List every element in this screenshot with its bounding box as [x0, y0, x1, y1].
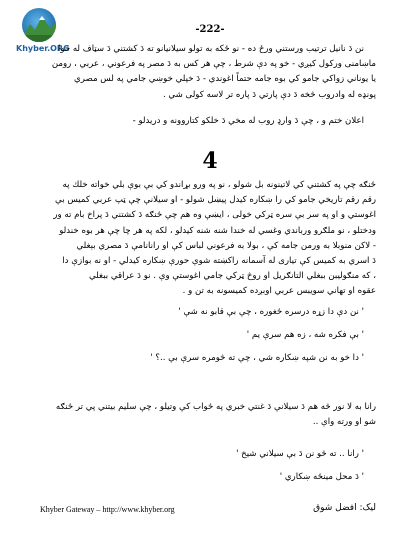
- body-paragraph: [40, 178, 376, 300]
- dialogue-2: [40, 447, 376, 485]
- narrative-paragraph: [40, 400, 376, 430]
- dialogue-line: ' دَ محل مينځه ښكاري ': [279, 472, 364, 483]
- text-line: عقوه او تهاني سويبس عربي اوبږده كميسونه به تن و .: [182, 286, 376, 297]
- text-line: رقم رقم تاريخي جامو كي را ښكاره كيدل پيښل شولو - او سيلانې چې ټپ عربي كميس بې: [55, 195, 376, 206]
- dialogue-line: ' بې فكره شه ، زه هم سرې يم ': [246, 330, 364, 341]
- text-line: پونډه له وادروب څخه دَ دې پارتي دَ پاره تر لاسه كولى شي .: [162, 89, 376, 100]
- text-line: رانا به لا نور څه هم دَ سيلانې دَ غنتي خبري په ځواب كې وتيلو ، چې سليم بيتني پي تر ځنګه: [55, 402, 376, 412]
- text-line: يا يوناني زواكي جامو كي بوه جامه حتماً اغوندي - دَ خپلي خوښي جامي په لس مصري: [74, 74, 376, 85]
- text-line: اعلان ختم و ، چې دَ وارډ روب له مخي دَ خلكو كتاروونه و دريدلو -: [132, 116, 364, 126]
- dialogue-line: ' دا خو به نن شپه ښكاره شي ، چې ته څومره سرې بې ..؟ ': [150, 353, 364, 364]
- footer-author: ليک: افضل شوق: [313, 503, 376, 513]
- chapter-number: 4: [202, 148, 218, 174]
- text-line: ځنګه چې په كشتني كي لاتينونه بل شولو ، نو په ورو بړاندو كي بې بوې بلي خواته خلك په: [62, 180, 376, 190]
- text-line: دَ اسري به كميس كې تيارى له آسمانه راكښته شوې حورې ښكاره كيدلي - او نه بوازې دا: [62, 256, 376, 267]
- dialogue: [40, 305, 376, 367]
- text-line: اغوستي و او په سر بې سره ټركي خولى ، ايښې وه هم چې ځنګه دَ كشتني دَ پراخ بام ته ور: [53, 210, 376, 221]
- dialogue-line: ' نن دې دا زړه درسره ځغوره ، چې بې قابو نه شې ': [178, 307, 364, 317]
- text-line: ماښامنى وركول كيږي - خو په دې شرط ، چې هر كس به دَ مصر په فرعوني ، عربي ، رومن: [51, 59, 376, 70]
- announcement: [40, 114, 376, 129]
- text-line: ودختلو ، نو ملګرو ورباندي وغسي له خندا شنه شنه كيدلو ، لكه په هر چا چې هر بوه خندلو: [59, 225, 376, 236]
- text-line: - لاكن منوبلا به ورمن جامه كې ، بولا به فرعوني لباس كې او رانانامې دَ مصري بېغلي: [76, 240, 376, 251]
- dialogue-line: ' رانا .. ته څو نن دَ بې سيلاني شيخ ': [236, 449, 364, 459]
- page-number: -222-: [195, 24, 225, 35]
- footer-source: Khyber Gateway – http://www.khyber.org: [40, 505, 175, 514]
- text-line: ، كه منګوليبن ببغلي التانګريل او روڅ ټركي جامي اغوستې وې . نو دَ عراقي ببغلي: [89, 271, 376, 282]
- top-paragraph: [40, 42, 376, 103]
- text-line: شو او ورته واې ..: [312, 417, 376, 428]
- logo-text: Khyber.ORG: [16, 44, 70, 53]
- text-line: نن دَ نانيل ترتيب ورستني ورځ ده - نو ځکه به تولو سيلانيانو ته دَ کشتني دَ سټاف له خوا: [57, 44, 364, 54]
